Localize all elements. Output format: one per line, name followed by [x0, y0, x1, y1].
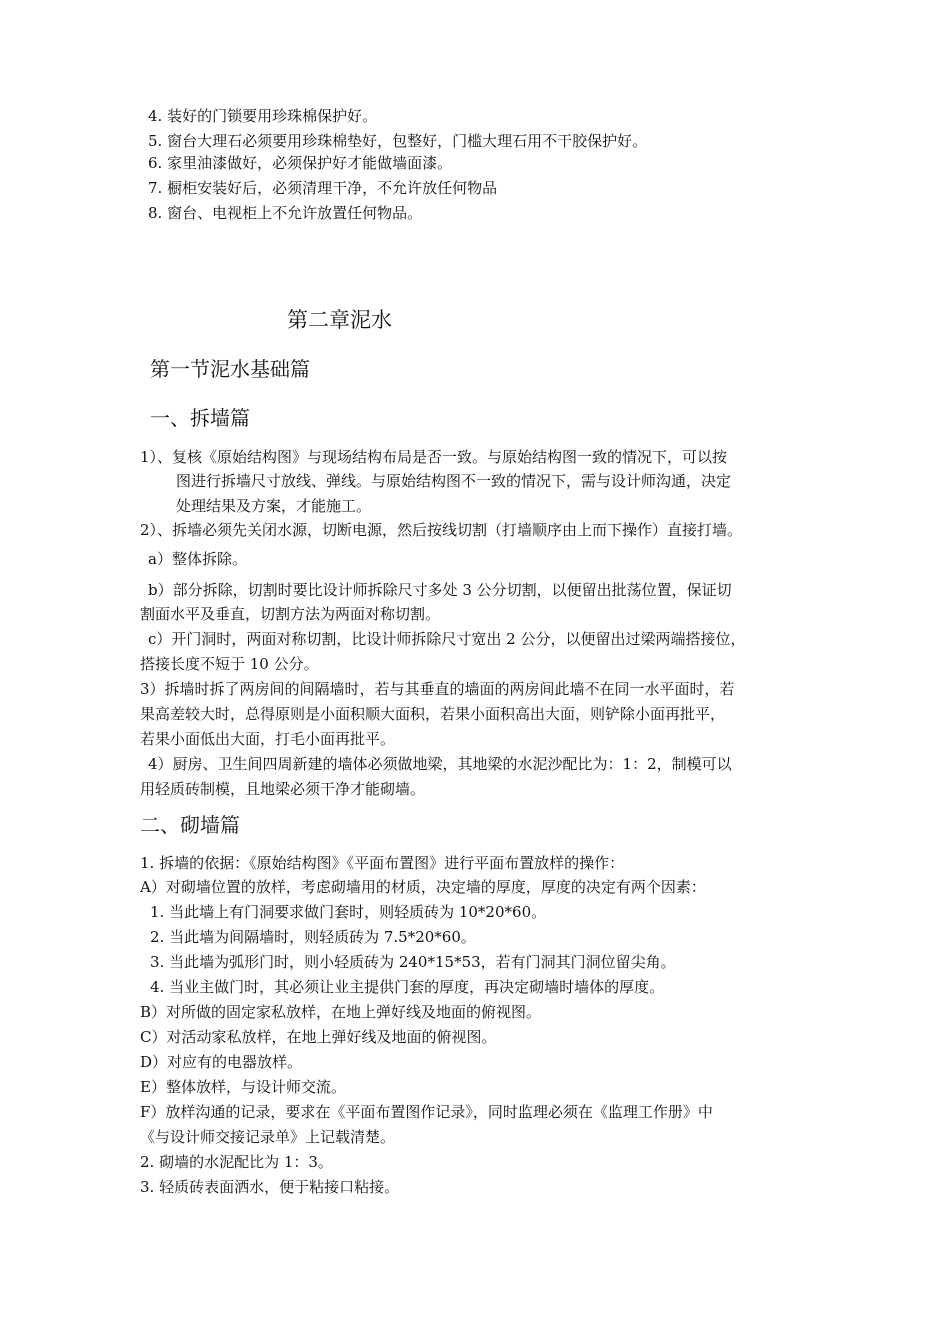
paragraph-line: C）对活动家私放样，在地上弹好线及地面的俯视图。: [140, 1028, 497, 1046]
paragraph-line: 4）厨房、卫生间四周新建的墙体必须做地梁，其地梁的水泥沙配比为：1：2，制模可以: [148, 755, 732, 773]
paragraph-line: 2. 砌墙的水泥配比为 1：3。: [140, 1153, 333, 1171]
paragraph-line: 3. 当此墙为弧形门时，则小轻质砖为 240*15*53，若有门洞其门洞位留尖角。: [150, 953, 676, 971]
paragraph-line: 处理结果及方案，才能施工。: [176, 497, 372, 515]
paragraph-line: 若果小面低出大面，打毛小面再批平。: [140, 730, 396, 748]
section-title: 第一节泥水基础篇: [150, 357, 310, 381]
paragraph-line: B）对所做的固定家私放样，在地上弹好线及地面的俯视图。: [140, 1003, 542, 1021]
paragraph-line: E）整体放样，与设计师交流。: [140, 1078, 346, 1096]
paragraph-line: F）放样沟通的记录，要求在《平面布置图作记录》，同时监理必须在《监理工作册》中: [140, 1103, 713, 1121]
paragraph-line: 果高差较大时，总得原则是小面积顺大面积，若果小面积高出大面，则铲除小面再批平，: [140, 705, 726, 723]
paragraph-line: 1. 当此墙上有门洞要求做门套时，则轻质砖为 10*20*60。: [150, 903, 547, 921]
paragraph-line: 2）、拆墙必须先关闭水源，切断电源，然后按线切割（打墙顺序由上而下操作）直接打墙。: [140, 521, 743, 539]
paragraph-line: 割面水平及垂直，切割方法为两面对称切割。: [140, 605, 441, 623]
paragraph-line: a）整体拆除。: [148, 550, 247, 568]
paragraph-line: 4. 当业主做门时，其必须让业主提供门套的厚度，再决定砌墙时墙体的厚度。: [150, 978, 665, 996]
part2-heading: 二、砌墙篇: [140, 813, 240, 837]
paragraph-line: 2. 当此墙为间隔墙时，则轻质砖为 7.5*20*60。: [150, 928, 476, 946]
paragraph-line: 图进行拆墙尺寸放线、弹线。与原始结构图不一致的情况下，需与设计师沟通，决定: [176, 472, 732, 490]
paragraph-line: 3. 轻质砖表面洒水，便于粘接口粘接。: [140, 1178, 400, 1196]
paragraph-line: b）部分拆除，切割时要比设计师拆除尺寸多处 3 公分切割，以便留出批荡位置，保证切: [148, 581, 732, 599]
paragraph-line: D）对应有的电器放样。: [140, 1053, 303, 1071]
paragraph-line: 《与设计师交接记录单》上记载清楚。: [140, 1128, 396, 1146]
list-item-4: 4. 装好的门锁要用珍珠棉保护好。: [148, 107, 378, 125]
paragraph-line: 1）、复核《原始结构图》与现场结构布局是否一致。与原始结构图一致的情况下，可以按: [140, 448, 728, 466]
list-item-5: 5. 窗台大理石必须要用珍珠棉垫好，包整好，门槛大理石用不干胶保护好。: [148, 132, 648, 150]
list-item-6: 6. 家里油漆做好，必须保护好才能做墙面漆。: [148, 154, 453, 172]
paragraph-line: A）对砌墙位置的放样，考虑砌墙用的材质，决定墙的厚度，厚度的决定有两个因素：: [140, 878, 706, 896]
list-item-8: 8. 窗台、电视柜上不允许放置任何物品。: [148, 204, 423, 222]
paragraph-line: 搭接长度不短于 10 公分。: [140, 655, 319, 673]
part1-heading: 一、拆墙篇: [150, 406, 250, 430]
chapter-title: 第二章泥水: [287, 308, 392, 332]
paragraph-line: 1. 拆墙的依据：《原始结构图》《平面布置图》进行平面布置放样的操作：: [140, 854, 625, 872]
paragraph-line: c）开门洞时，两面对称切割，比设计师拆除尺寸宽出 2 公分，以便留出过梁两端搭接位，: [148, 630, 746, 648]
list-item-7: 7. 橱柜安装好后，必须清理干净，不允许放任何物品: [148, 179, 498, 197]
paragraph-line: 3）拆墙时拆了两房间的间隔墙时，若与其垂直的墙面的两房间此墙不在同一水平面时，若: [140, 680, 735, 698]
paragraph-line: 用轻质砖制模，且地梁必须干净才能砌墙。: [140, 780, 426, 798]
